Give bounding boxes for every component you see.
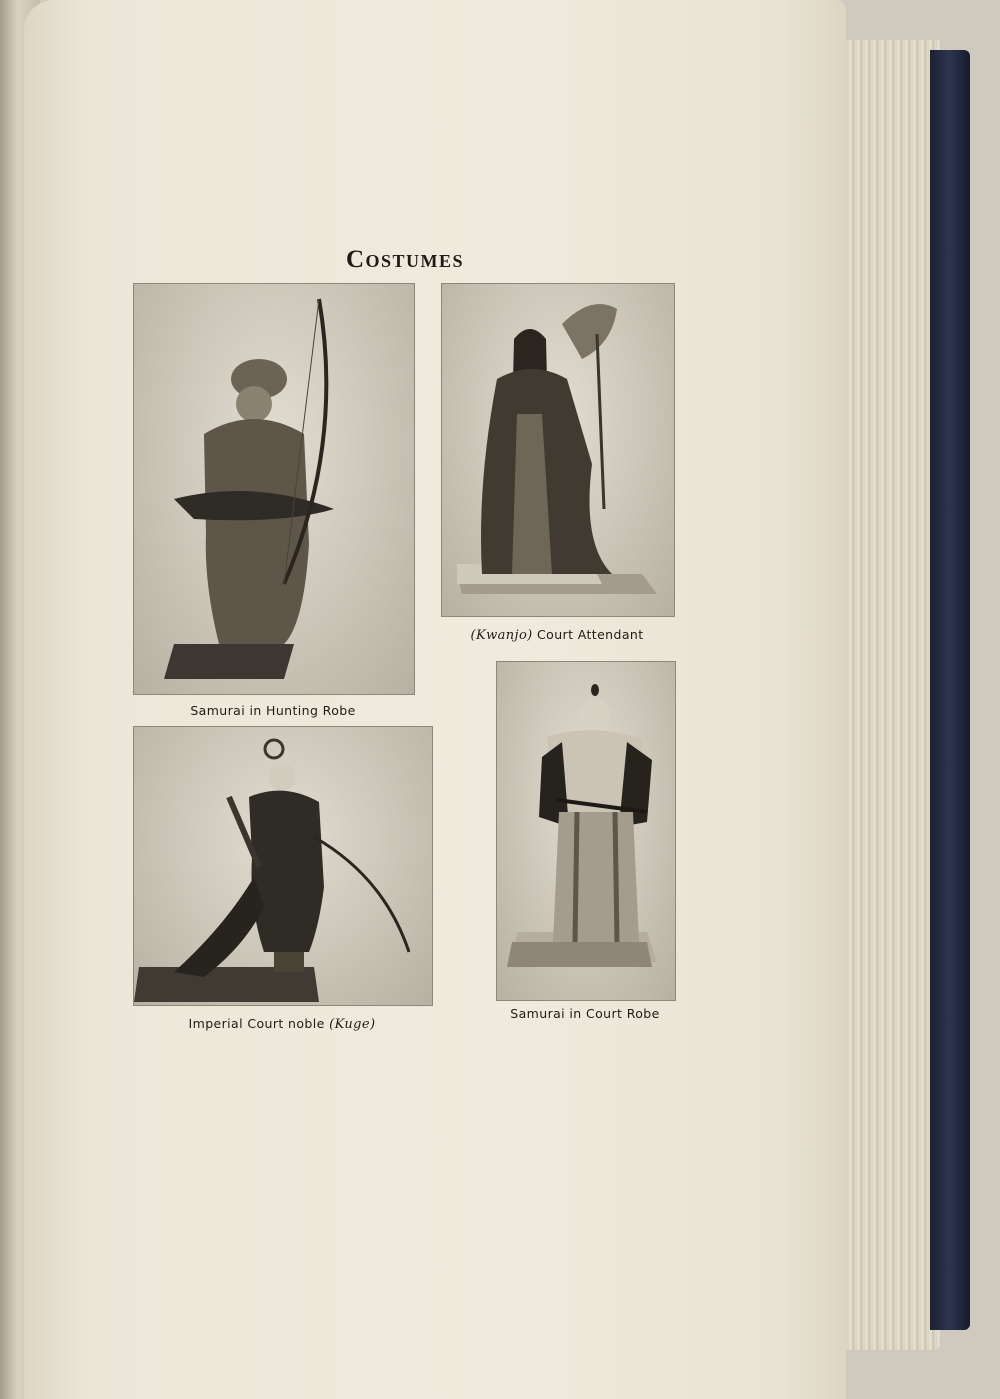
photo-court-attendant <box>441 283 675 617</box>
book-cover <box>930 50 970 1330</box>
photo-samurai-hunting-robe <box>133 283 415 695</box>
caption-text: Samurai in Court Robe <box>510 1006 660 1021</box>
caption-samurai-court-robe <box>496 1006 674 1021</box>
caption-court-attendant <box>441 627 673 643</box>
caption-suffix: (Kuge) <box>329 1017 376 1032</box>
caption-text: Samurai in Hunting Robe <box>190 703 356 718</box>
caption-imperial-court-noble <box>133 1016 431 1032</box>
page-heading: Costumes <box>345 246 465 273</box>
book-page <box>24 0 846 1399</box>
caption-samurai-hunting-robe <box>133 703 413 718</box>
caption-text: Court Attendant <box>537 627 644 642</box>
caption-text: Imperial Court noble <box>188 1016 325 1031</box>
photo-samurai-court-robe <box>496 661 676 1001</box>
photo-imperial-court-noble <box>133 726 433 1006</box>
page-stack <box>840 40 940 1350</box>
caption-prefix: (Kwanjo) <box>470 628 533 643</box>
